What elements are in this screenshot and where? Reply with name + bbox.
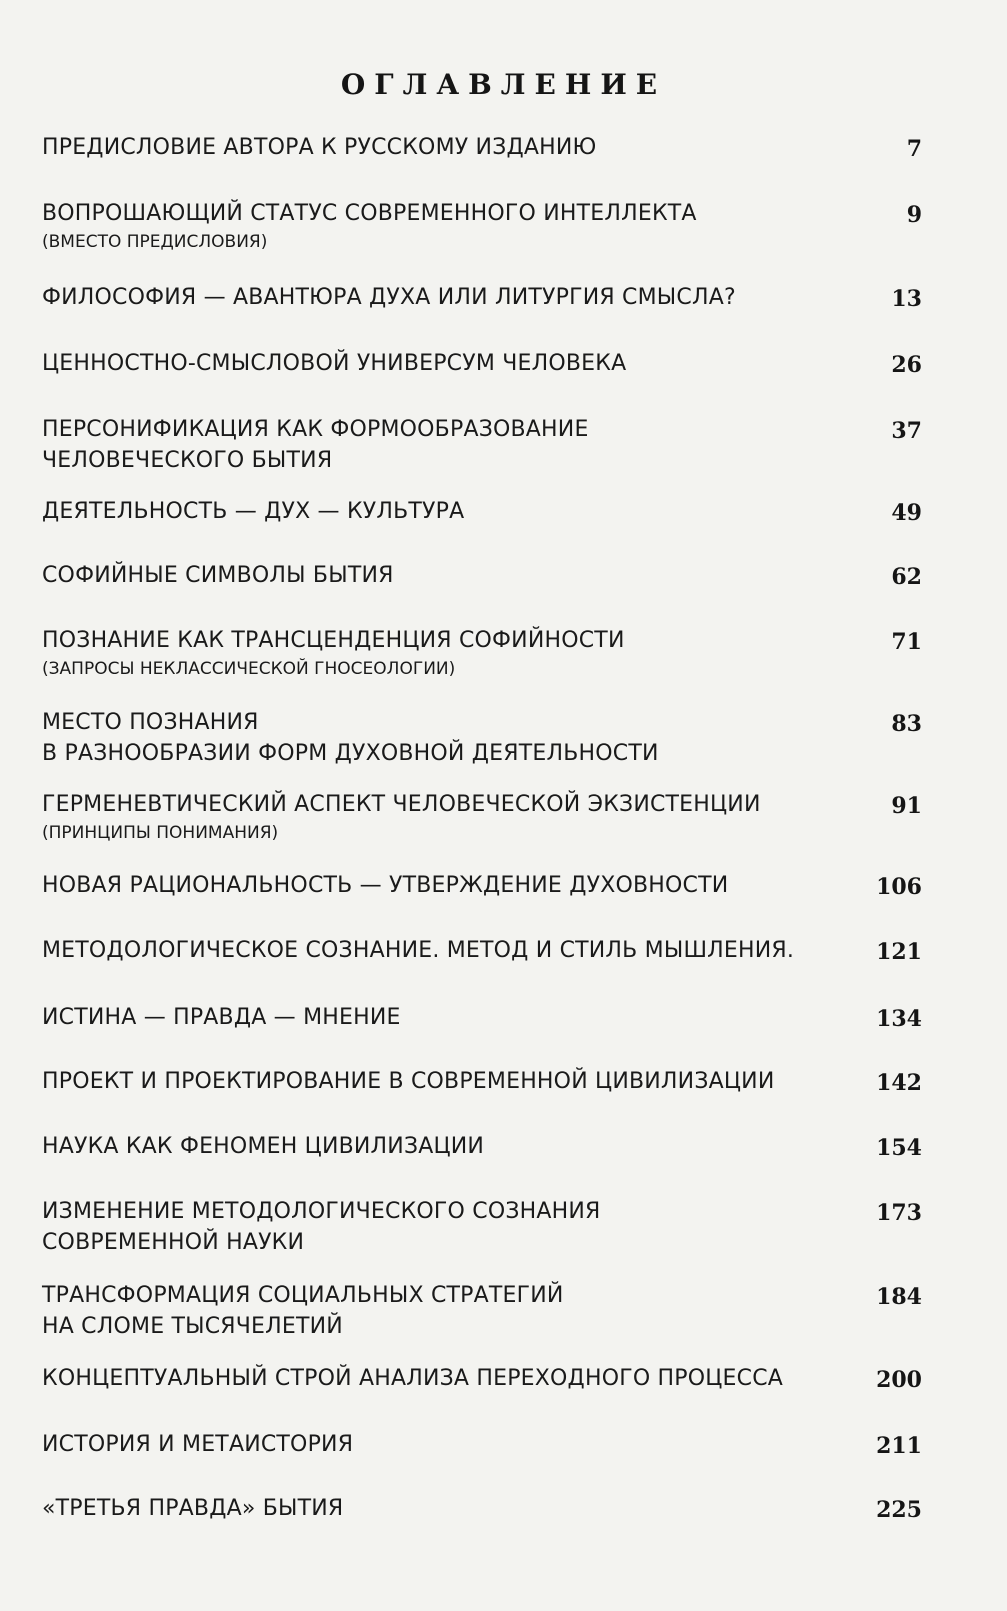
toc-entry — [42, 348, 922, 379]
toc-entry — [42, 132, 922, 163]
toc-entry — [42, 1280, 922, 1342]
toc-entry — [42, 414, 922, 476]
toc-entry-page-number: 134 — [876, 1006, 922, 1032]
toc-entry-title: ДЕЯТЕЛЬНОСТЬ — ДУХ — КУЛЬТУРА — [42, 499, 465, 524]
toc-entry — [42, 1429, 922, 1460]
toc-entry-page-number: 173 — [876, 1200, 922, 1226]
toc-entry — [42, 789, 922, 846]
page-title: ОГЛАВЛЕНИЕ — [340, 68, 667, 101]
toc-entry-title: КОНЦЕПТУАЛЬНЫЙ СТРОЙ АНАЛИЗА ПЕРЕХОДНОГО ПРОЦЕССА — [42, 1366, 784, 1391]
toc-entry-page-number: 154 — [876, 1135, 922, 1161]
toc-entry-title: ИСТОРИЯ И МЕТАИСТОРИЯ — [42, 1432, 354, 1457]
toc-entry-title: СОФИЙНЫЕ СИМВОЛЫ БЫТИЯ — [42, 563, 394, 588]
toc-entry-subtitle: (ПРИНЦИПЫ ПОНИМАНИЯ) — [42, 823, 279, 843]
toc-entry-page-number: 121 — [876, 939, 922, 965]
toc-entry-page-number: 142 — [876, 1070, 922, 1096]
toc-entry-page-number: 184 — [876, 1284, 922, 1310]
toc-entry-title: «ТРЕТЬЯ ПРАВДА» БЫТИЯ — [42, 1496, 344, 1521]
toc-entry-page-number: 91 — [891, 793, 922, 819]
toc-entry-page-number: 211 — [876, 1433, 922, 1459]
toc-entry-title: ПРОЕКТ И ПРОЕКТИРОВАНИЕ В СОВРЕМЕННОЙ ЦИВИЛИЗАЦИИ — [42, 1069, 775, 1094]
toc-entry-title: НОВАЯ РАЦИОНАЛЬНОСТЬ — УТВЕРЖДЕНИЕ ДУХОВНОСТИ — [42, 873, 729, 898]
toc-entry — [42, 625, 922, 682]
toc-entry-page-number: 13 — [891, 286, 922, 312]
toc-entry-title: ЧЕЛОВЕЧЕСКОГО БЫТИЯ — [42, 448, 333, 473]
toc-entry — [42, 707, 922, 769]
toc-entry-page-number: 83 — [891, 711, 922, 737]
toc-entry — [42, 1131, 922, 1162]
toc-entry — [42, 1493, 922, 1524]
toc-entry-title: ИСТИНА — ПРАВДА — МНЕНИЕ — [42, 1005, 401, 1030]
toc-entry-title: ЦЕННОСТНО-СМЫСЛОВОЙ УНИВЕРСУМ ЧЕЛОВЕКА — [42, 351, 627, 376]
toc-entry-title: ПОЗНАНИЕ КАК ТРАНСЦЕНДЕНЦИЯ СОФИЙНОСТИ — [42, 628, 625, 653]
toc-entry-subtitle: (ВМЕСТО ПРЕДИСЛОВИЯ) — [42, 232, 268, 252]
toc-entry-title: НА СЛОМЕ ТЫСЯЧЕЛЕТИЙ — [42, 1314, 343, 1339]
toc-entry — [42, 1196, 922, 1258]
toc-entry — [42, 198, 922, 255]
toc-entry-title: МЕСТО ПОЗНАНИЯ — [42, 710, 259, 735]
toc-entry-title: ПРЕДИСЛОВИЕ АВТОРА К РУССКОМУ ИЗДАНИЮ — [42, 135, 597, 160]
toc-entry — [42, 560, 922, 591]
toc-entry-page-number: 225 — [876, 1497, 922, 1523]
toc-entry — [42, 935, 922, 966]
toc-entry — [42, 282, 922, 313]
toc-entry — [42, 1363, 922, 1394]
toc-entry — [42, 1002, 922, 1033]
toc-entry-page-number: 9 — [906, 202, 922, 228]
toc-entry-page-number: 71 — [891, 629, 922, 655]
toc-entry-title: ВОПРОШАЮЩИЙ СТАТУС СОВРЕМЕННОГО ИНТЕЛЛЕКТА — [42, 201, 697, 226]
toc-entry-page-number: 62 — [891, 564, 922, 590]
toc-entry-title: СОВРЕМЕННОЙ НАУКИ — [42, 1230, 305, 1255]
toc-entry-page-number: 49 — [891, 500, 922, 526]
toc-entry-title: В РАЗНООБРАЗИИ ФОРМ ДУХОВНОЙ ДЕЯТЕЛЬНОСТИ — [42, 741, 659, 766]
toc-entry-title: ПЕРСОНИФИКАЦИЯ КАК ФОРМООБРАЗОВАНИЕ — [42, 417, 589, 442]
toc-entry-title: ГЕРМЕНЕВТИЧЕСКИЙ АСПЕКТ ЧЕЛОВЕЧЕСКОЙ ЭКЗИСТЕНЦИИ — [42, 792, 761, 817]
toc-entry-page-number: 200 — [876, 1367, 922, 1393]
toc-entry-page-number: 106 — [876, 874, 922, 900]
toc-entry — [42, 870, 922, 901]
toc-entry — [42, 1066, 922, 1097]
toc-entry-subtitle: (ЗАПРОСЫ НЕКЛАССИЧЕСКОЙ ГНОСЕОЛОГИИ) — [42, 659, 456, 679]
toc-entry-page-number: 37 — [891, 418, 922, 444]
toc-entry-title: ФИЛОСОФИЯ — АВАНТЮРА ДУХА ИЛИ ЛИТУРГИЯ СМЫСЛА? — [42, 285, 736, 310]
toc-entry-page-number: 7 — [906, 136, 922, 162]
toc-entry-title: МЕТОДОЛОГИЧЕСКОЕ СОЗНАНИЕ. МЕТОД И СТИЛЬ МЫШЛЕНИЯ. — [42, 938, 795, 963]
toc-entry-title: ИЗМЕНЕНИЕ МЕТОДОЛОГИЧЕСКОГО СОЗНАНИЯ — [42, 1199, 601, 1224]
toc-entry — [42, 496, 922, 527]
toc-entry-title: ТРАНСФОРМАЦИЯ СОЦИАЛЬНЫХ СТРАТЕГИЙ — [42, 1283, 564, 1308]
toc-entry-page-number: 26 — [891, 352, 922, 378]
toc-entry-title: НАУКА КАК ФЕНОМЕН ЦИВИЛИЗАЦИИ — [42, 1134, 485, 1159]
